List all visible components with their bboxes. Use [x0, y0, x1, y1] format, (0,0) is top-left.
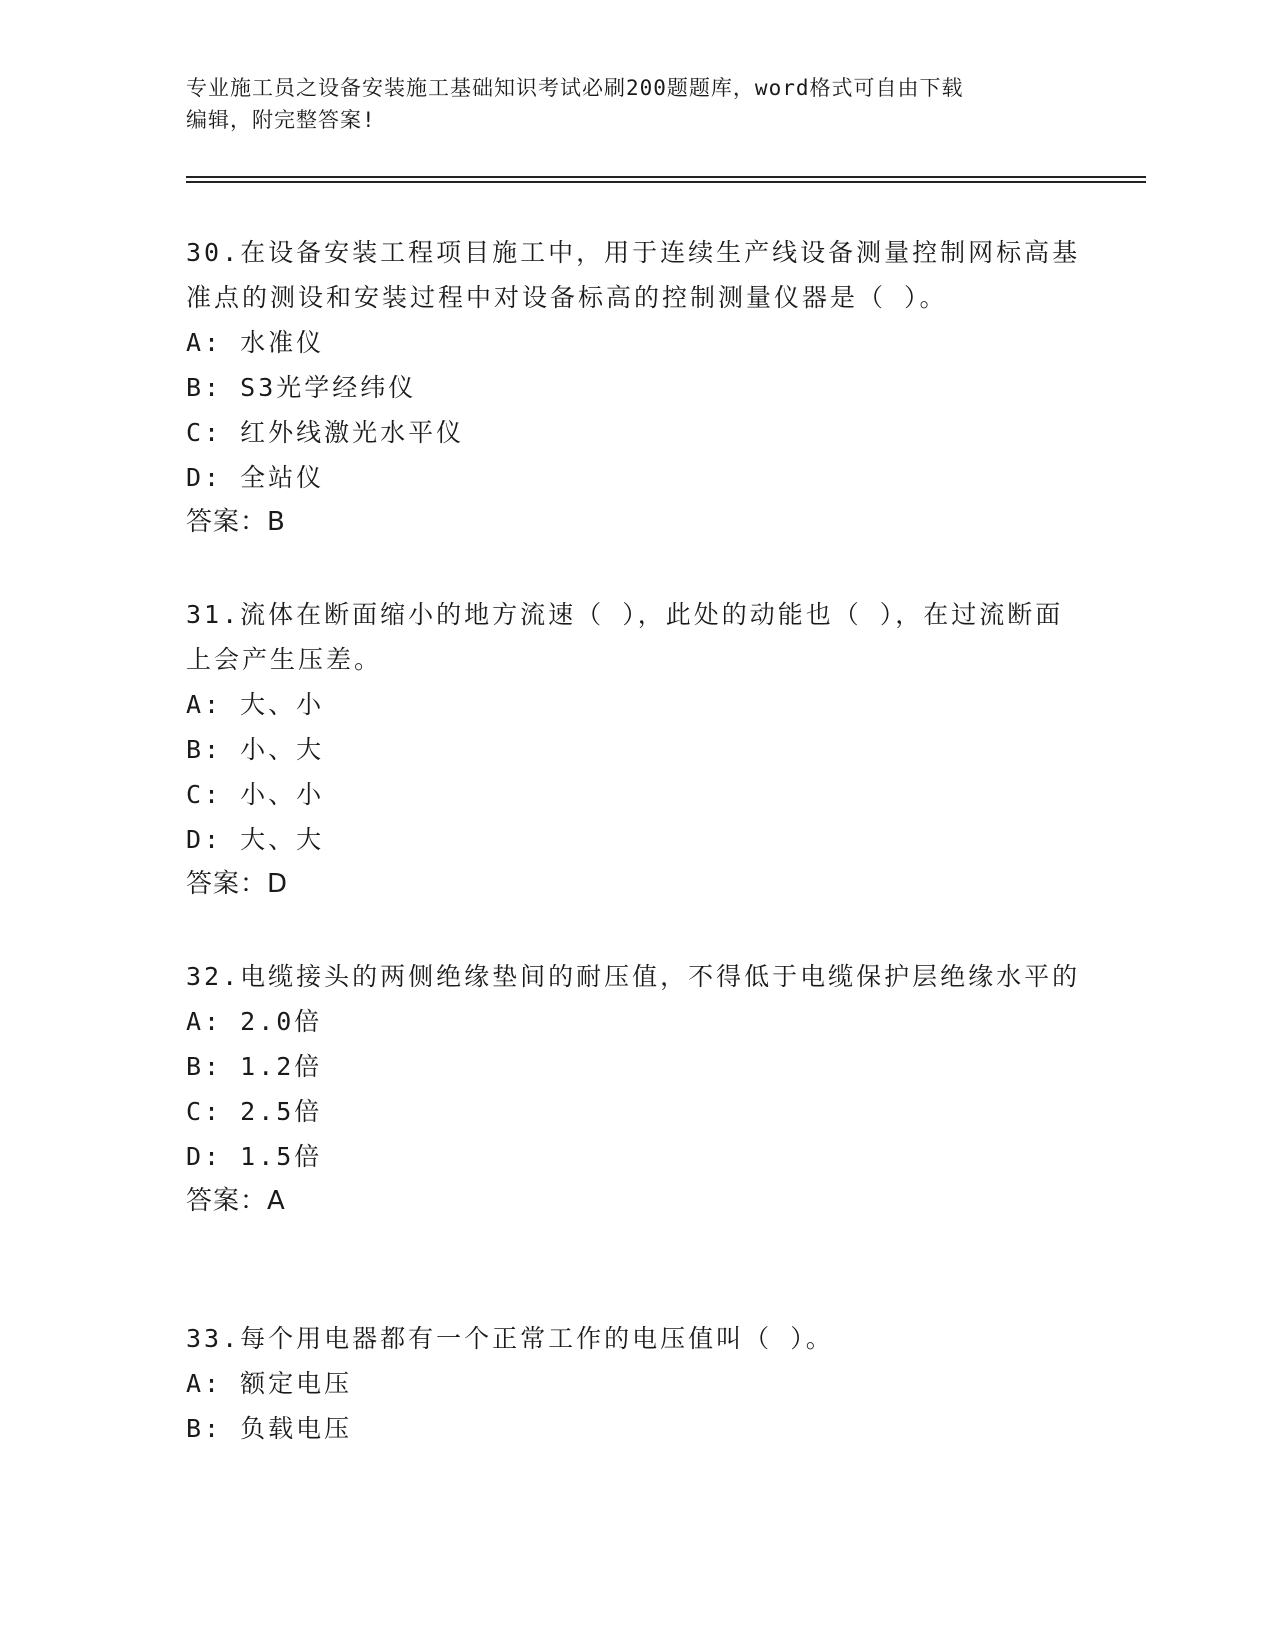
question-block: [186, 230, 1086, 545]
option-b: B: S3光学经纬仪: [186, 373, 417, 402]
answer-line: 答案：D: [186, 869, 289, 899]
question-stem: 31.流体在断面缩小的地方流速（ ），此处的动能也（ ），在过流断面上会产生压差。: [186, 600, 1064, 674]
question-stem: 30.在设备安装工程项目施工中，用于连续生产线设备测量控制网标高基准点的测设和安装过程中对设备标高的控制测量仪器是（ ）。: [186, 238, 1081, 312]
option-c: C: 小、小: [186, 780, 325, 809]
option-d: D: 大、大: [186, 825, 325, 854]
question-block: [186, 954, 1086, 1224]
question-block: [186, 1316, 1086, 1451]
option-d: D: 1.5倍: [186, 1142, 323, 1171]
question-stem: 32.电缆接头的两侧绝缘垫间的耐压值，不得低于电缆保护层绝缘水平的: [186, 962, 1081, 991]
header-divider-bottom: [186, 181, 1146, 183]
option-a: A: 2.0倍: [186, 1007, 323, 1036]
answer-line: 答案：A: [186, 1186, 286, 1216]
question-block: [186, 592, 1086, 907]
option-a: A: 大、小: [186, 690, 325, 719]
option-a: A: 额定电压: [186, 1369, 353, 1398]
answer-line: 答案：B: [186, 507, 286, 537]
option-a: A: 水准仪: [186, 328, 325, 357]
option-c: C: 红外线激光水平仪: [186, 418, 465, 447]
header-title-line-1: 专业施工员之设备安装施工基础知识考试必刷200题题库，word格式可自由下载: [186, 76, 964, 100]
option-b: B: 1.2倍: [186, 1052, 323, 1081]
document-header: [186, 72, 1066, 136]
question-stem: 33.每个用电器都有一个正常工作的电压值叫（ ）。: [186, 1324, 834, 1353]
header-divider-top: [186, 176, 1146, 178]
option-c: C: 2.5倍: [186, 1097, 323, 1126]
header-title-line-2: 编辑，附完整答案!: [186, 108, 376, 132]
option-b: B: 负载电压: [186, 1414, 353, 1443]
option-b: B: 小、大: [186, 735, 325, 764]
option-d: D: 全站仪: [186, 463, 325, 492]
